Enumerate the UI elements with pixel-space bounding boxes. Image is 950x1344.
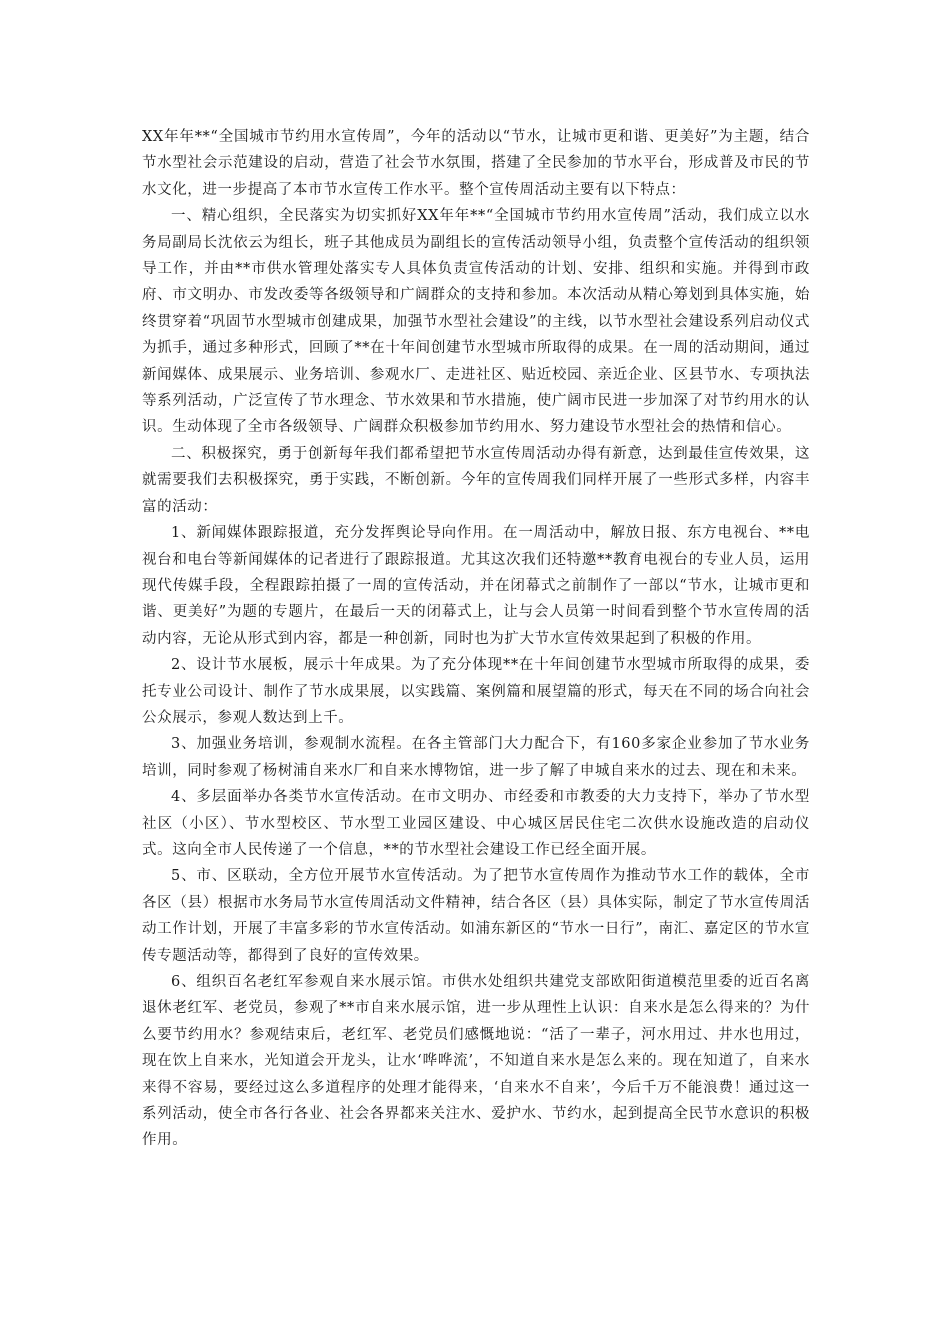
section-1-paragraph: 一、精心组织，全民落实为切实抓好XX年年**“全国城市节约用水宣传周”活动，我们成立以水务局副局长沈依云为组长，班子其他成员为副组长的宣传活动领导小组，负责整个宣传活动的组织领导工作，并由**市供水管理处落实专人具体负责宣传活动的计划、安排、组织和实施。并得到市政府、市文明办、市发改委等各级领导和广阔群众的支持和参加。本次活动从精心筹划到具体实施，始终贯穿着“巩固节水型城市创建成果，加强节水型社会建设”的主线，以节水型社会建设系列启动仪式为抓手，通过多种形式，回顾了**在十年间创建节水型城市所取得的成果。在一周的活动期间，通过新闻媒体、成果展示、业务培训、参观水厂、走进社区、贴近校园、亲近企业、区县节水、专项执法等系列活动，广泛宣传了节水理念、节水效果和节水措施，使广阔市民进一步加深了对节约用水的认识。生动体现了全市各级领导、广阔群众积极参加节约用水、努力建设节水型社会的热情和信心。 bbox=[142, 208, 810, 436]
item-2-paragraph: 2、设计节水展板，展示十年成果。为了充分体现**在十年间创建节水型城市所取得的成果，委托专业公司设计、制作了节水成果展，以实践篇、案例篇和展望篇的形式，每天在不同的场合向社会公众展示，参观人数达到上千。 bbox=[142, 657, 810, 726]
section-2-paragraph: 二、积极探究，勇于创新每年我们都希望把节水宣传周活动办得有新意，达到最佳宣传效果，这就需要我们去积极探究，勇于实践，不断创新。今年的宣传周我们同样开展了一些形式多样，内容丰富的活动： bbox=[142, 445, 810, 515]
item-1-paragraph: 1、新闻媒体跟踪报道，充分发挥舆论导向作用。在一周活动中，解放日报、东方电视台、**电视台和电台等新闻媒体的记者进行了跟踪报道。尤其这次我们还特邀**教育电视台的专业人员，运用现代传媒手段，全程跟踪拍摄了一周的宣传活动，并在闭幕式之前制作了一部以“节水，让城市更和谐、更美好”为题的专题片，在最后一天的闭幕式上，让与会人员第一时间看到整个节水宣传周的活动内容，无论从形式到内容，都是一种创新，同时也为扩大节水宣传效果起到了积极的作用。 bbox=[142, 525, 810, 647]
item-4-paragraph: 4、多层面举办各类节水宣传活动。在市文明办、市经委和市教委的大力支持下，举办了节水型社区（小区）、节水型校区、节水型工业园区建设、中心城区居民住宅二次供水设施改造的启动仪式。这向全市人民传递了一个信息，**的节水型社会建设工作已经全面开展。 bbox=[142, 789, 810, 858]
item-3-paragraph: 3、加强业务培训，参观制水流程。在各主管部门大力配合下，有160多家企业参加了节水业务培训，同时参观了杨树浦自来水厂和自来水博物馆，进一步了解了申城自来水的过去、现在和未来。 bbox=[142, 736, 810, 779]
item-5-paragraph: 5、市、区联动，全方位开展节水宣传活动。为了把节水宣传周作为推动节水工作的载体，全市各区（县）根据市水务局节水宣传周活动文件精神，结合各区（县）具体实际，制定了节水宣传周活动工作计划，开展了丰富多彩的节水宣传活动。如浦东新区的“节水一日行”，南汇、嘉定区的节水宣传专题活动等，都得到了良好的宣传效果。 bbox=[142, 868, 810, 964]
document-body bbox=[142, 124, 810, 1154]
intro-paragraph: XX年年**“全国城市节约用水宣传周”，今年的活动以“节水，让城市更和谐、更美好”为主题，结合节水型社会示范建设的启动，营造了社会节水氛围，搭建了全民参加的节水平台，形成普及市民的节水文化，进一步提高了本市节水宣传工作水平。整个宣传周活动主要有以下特点： bbox=[142, 129, 810, 198]
item-6-paragraph: 6、组织百名老红军参观自来水展示馆。市供水处组织共建党支部欧阳街道模范里委的近百名离退休老红军、老党员，参观了**市自来水展示馆，进一步从理性上认识：自来水是怎么得来的？为什么要节约用水？参观结束后，老红军、老党员们感慨地说：“活了一辈子，河水用过、井水也用过，现在饮上自来水，光知道会开龙头，让水‘哗哗流’，不知道自来水是怎么来的。现在知道了，自来水来得不容易，要经过这么多道程序的处理才能得来，‘自来水不自来’，今后千万不能浪费！通过这一系列活动，使全市各行各业、社会各界都来关注水、爱护水、节约水，起到提高全民节水意识的积极作用。 bbox=[142, 974, 810, 1149]
